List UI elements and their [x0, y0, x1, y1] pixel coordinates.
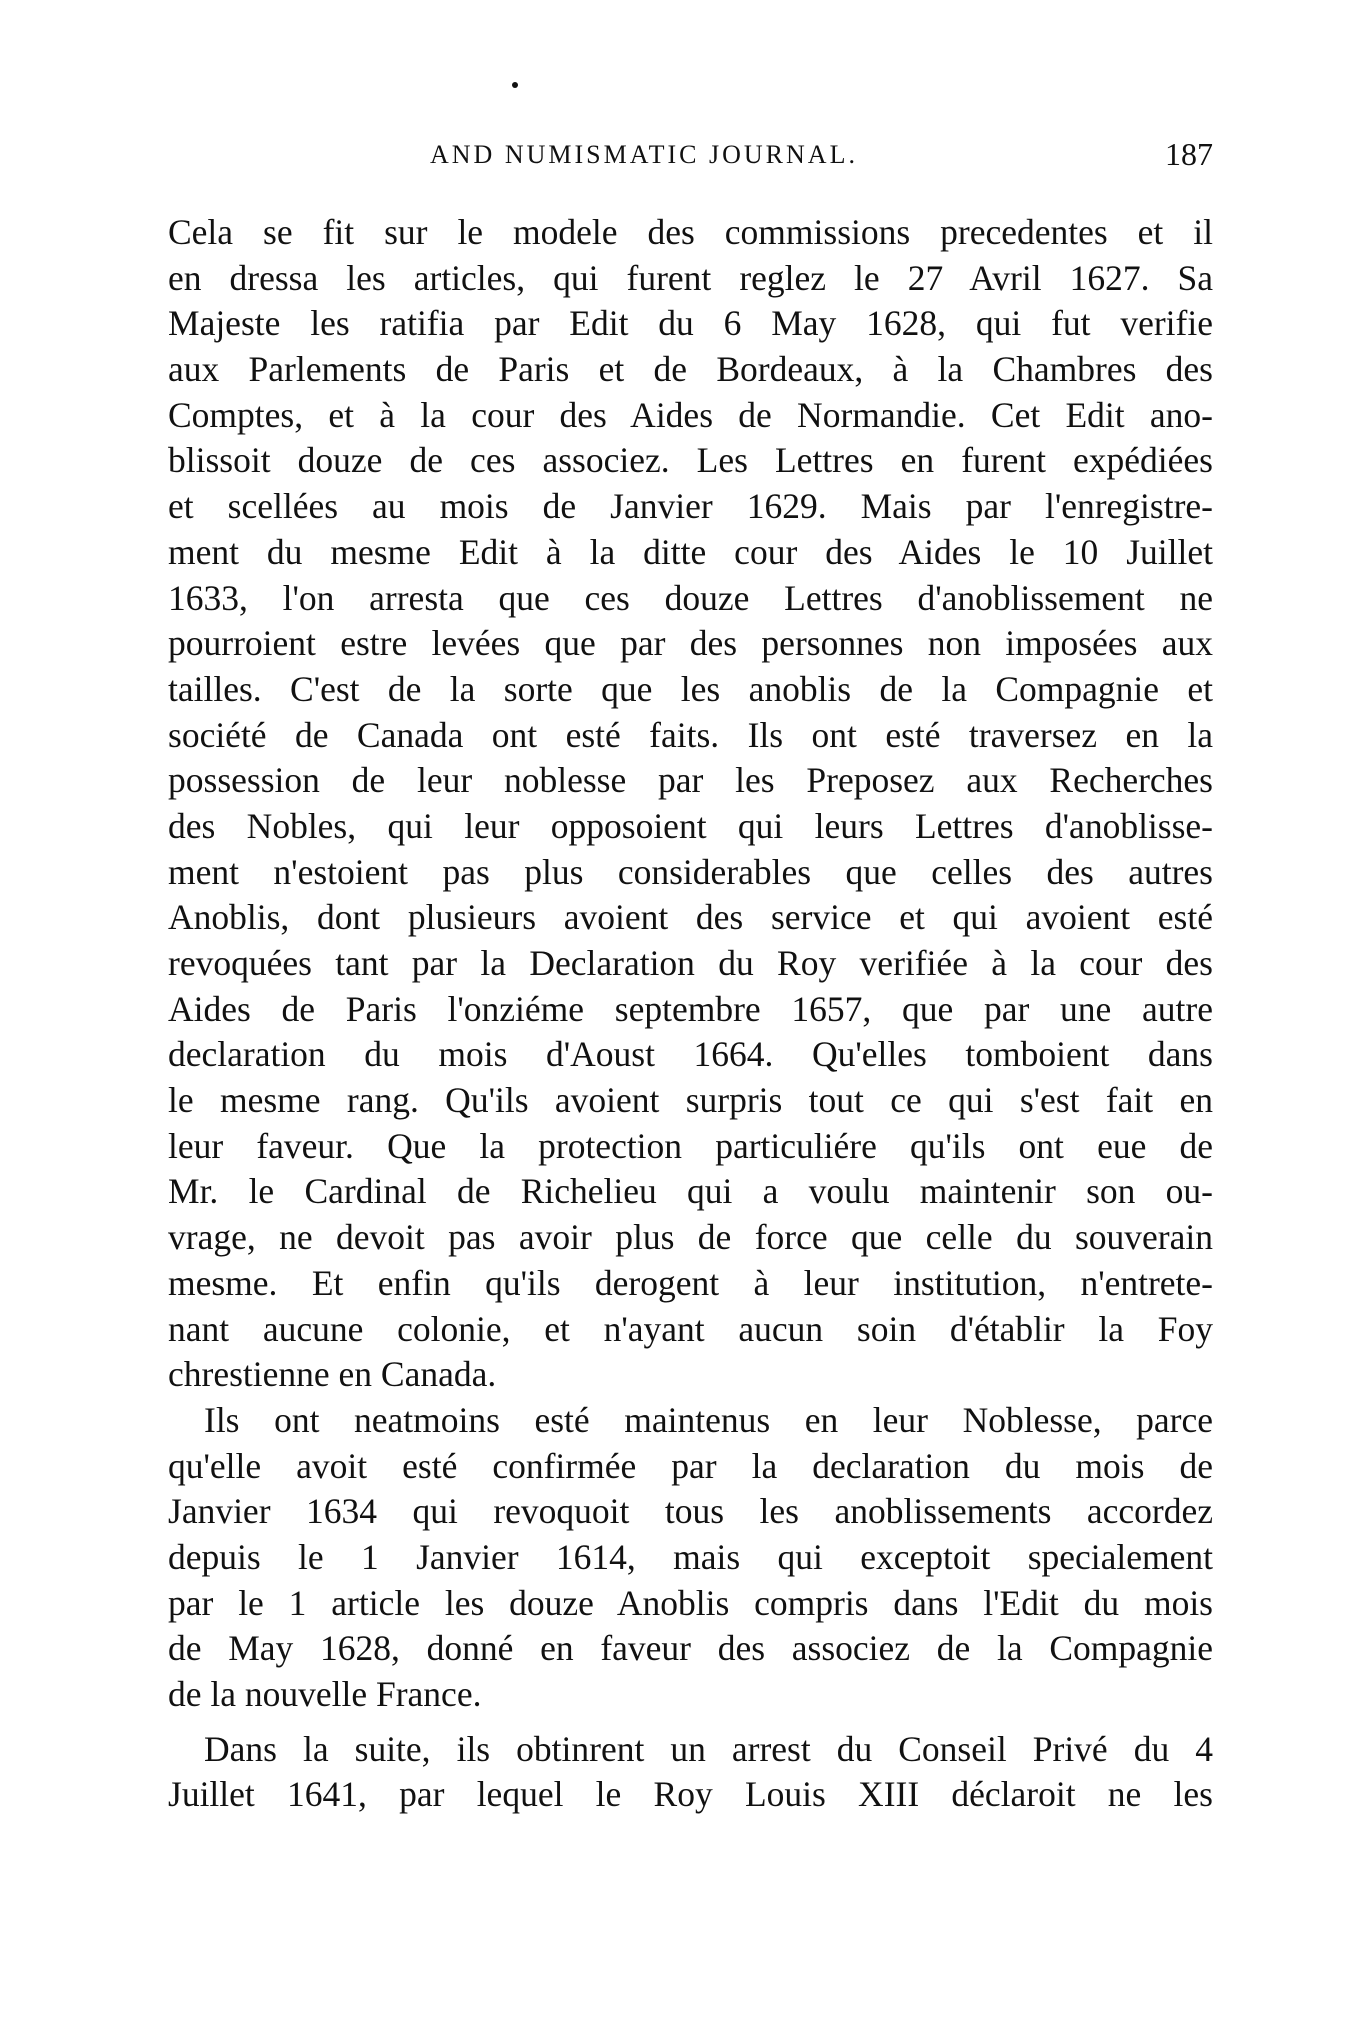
text-line: blissoit douze de ces associez. Les Lettres en furent expédiées [168, 440, 1213, 481]
text-line: mesme. Et enfin qu'ils derogent à leur institution, n'entrete- [168, 1262, 1213, 1303]
text-line: Majeste les ratifia par Edit du 6 May 1628, qui fut verifie [168, 303, 1213, 344]
text-line: nant aucune colonie, et n'ayant aucun soin d'établir la Foy [168, 1308, 1213, 1349]
text-line: le mesme rang. Qu'ils avoient surpris tout ce qui s'est fait en [168, 1080, 1213, 1121]
text-line: Janvier 1634 qui revoquoit tous les anoblissements accordez [168, 1491, 1213, 1532]
text-line: société de Canada ont esté faits. Ils ont esté traversez en la [168, 714, 1213, 755]
text-line: de la nouvelle France. [168, 1674, 482, 1714]
text-line: Juillet 1641, par lequel le Roy Louis XIII déclaroit ne les [168, 1774, 1213, 1815]
paragraph-3 [168, 1727, 1213, 1818]
page-number: 187 [1165, 136, 1213, 172]
text-line: vrage, ne devoit pas avoir plus de force que celle du souverain [168, 1217, 1213, 1258]
text-line: Anoblis, dont plusieurs avoient des service et qui avoient esté [168, 897, 1213, 938]
text-line: Dans la suite, ils obtinrent un arrest du Conseil Privé du 4 [204, 1728, 1213, 1769]
running-head: AND NUMISMATIC JOURNAL. [430, 140, 858, 169]
text-line: Ils ont neatmoins esté maintenus en leur Noblesse, parce [204, 1399, 1213, 1440]
body-text [168, 210, 1213, 1818]
text-line: aux Parlements de Paris et de Bordeaux, à la Chambres des [168, 349, 1213, 390]
text-line: 1633, l'on arresta que ces douze Lettres d'anoblissement ne [168, 577, 1213, 618]
text-line: de May 1628, donné en faveur des associez de la Compagnie [168, 1628, 1213, 1669]
paragraph-1 [168, 210, 1213, 1398]
text-line: revoquées tant par la Declaration du Roy verifiée à la cour des [168, 943, 1213, 983]
text-line: Aides de Paris l'onziéme septembre 1657, que par une autre [168, 988, 1213, 1029]
text-line: Comptes, et à la cour des Aides de Normandie. Cet Edit ano- [168, 394, 1213, 435]
text-line: par le 1 article les douze Anoblis compris dans l'Edit du mois [168, 1582, 1213, 1623]
text-line: declaration du mois d'Aoust 1664. Qu'elles tomboient dans [168, 1034, 1213, 1075]
text-line: qu'elle avoit esté confirmée par la declaration du mois de [168, 1445, 1213, 1486]
text-line: pourroient estre levées que par des personnes non imposées aux [168, 623, 1213, 664]
text-line: Mr. le Cardinal de Richelieu qui a voulu maintenir son ou- [168, 1171, 1213, 1212]
page-header [168, 136, 1213, 180]
text-line: possession de leur noblesse par les Preposez aux Recherches [168, 760, 1213, 801]
text-line: des Nobles, qui leur opposoient qui leurs Lettres d'anoblisse- [168, 805, 1213, 846]
text-line: ment du mesme Edit à la ditte cour des Aides le 10 Juillet [168, 531, 1213, 572]
text-line: chrestienne en Canada. [168, 1354, 497, 1395]
ink-dot [512, 82, 518, 88]
text-line: ment n'estoient pas plus considerables que celles des autres [168, 851, 1213, 892]
paragraph-gap [168, 1718, 1213, 1727]
text-line: en dressa les articles, qui furent reglez le 27 Avril 1627. Sa [168, 257, 1213, 298]
text-line: Cela se fit sur le modele des commissions precedentes et il [168, 212, 1213, 252]
paragraph-2 [168, 1398, 1213, 1718]
text-line: tailles. C'est de la sorte que les anoblis de la Compagnie et [168, 668, 1213, 709]
text-line: depuis le 1 Janvier 1614, mais qui exceptoit specialement [168, 1536, 1213, 1577]
text-line: et scellées au mois de Janvier 1629. Mais par l'enregistre- [168, 486, 1213, 527]
text-line: leur faveur. Que la protection particuliére qu'ils ont eue de [168, 1125, 1213, 1166]
